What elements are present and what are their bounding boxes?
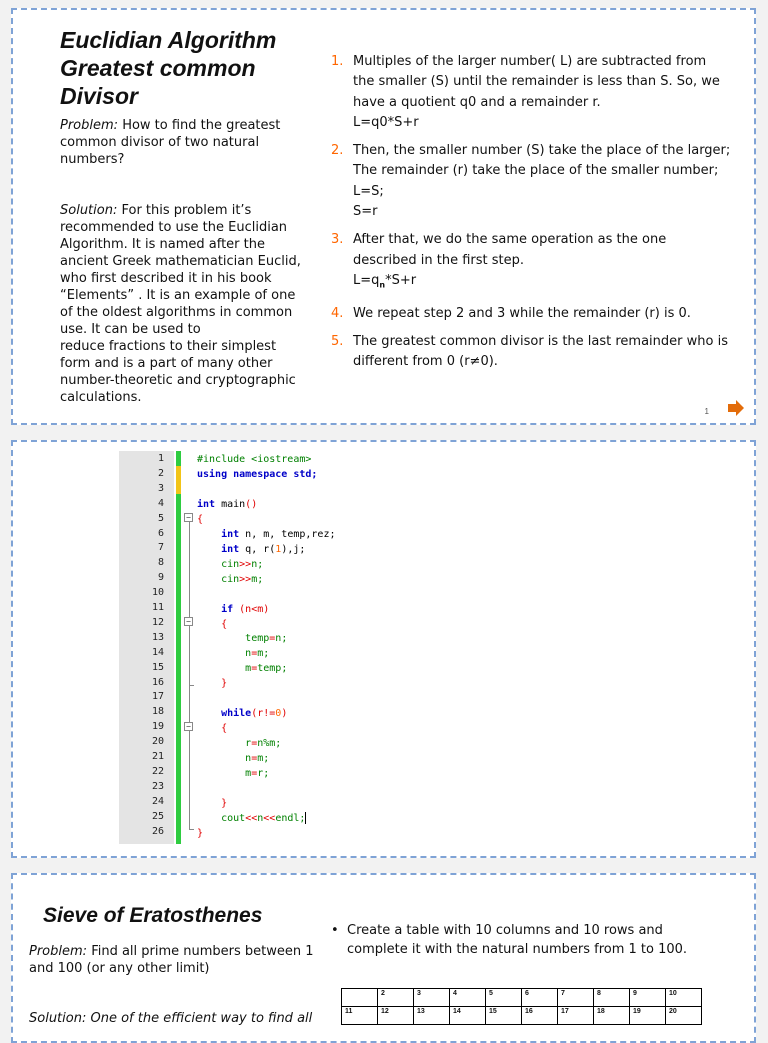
- next-slide-arrow-icon[interactable]: [727, 399, 745, 417]
- step-line: The greatest common divisor is the last remainder who is: [353, 334, 728, 350]
- problem-text: How to find the greatest common divisor of two natural numbers?: [60, 118, 281, 167]
- line-number: 18: [151, 706, 164, 718]
- code-line: [197, 468, 317, 483]
- solution-label: Solution:: [29, 1011, 87, 1026]
- solution-line: number-theoretic and cryptographic: [60, 373, 296, 388]
- code-token: r;: [257, 768, 270, 779]
- code-token: }: [221, 798, 228, 809]
- solution-text: For this problem it’s: [121, 203, 252, 218]
- code-token: n;: [251, 559, 264, 570]
- line-number: 20: [151, 736, 164, 748]
- step-item: [331, 52, 731, 133]
- solution-paragraph: [60, 202, 312, 406]
- code-token: main: [215, 499, 246, 510]
- line-number: 13: [151, 631, 164, 643]
- bullet-item: [331, 921, 711, 959]
- fold-toggle-icon[interactable]: −: [184, 722, 193, 731]
- slide-title: [60, 26, 300, 110]
- slide-code: [11, 440, 756, 858]
- code-token: q, r(: [239, 544, 276, 555]
- code-line: [197, 603, 269, 618]
- line-number: 22: [151, 765, 164, 777]
- code-token: <<: [245, 813, 258, 824]
- code-token: =: [251, 663, 258, 674]
- code-line: [197, 513, 203, 528]
- change-bar: [176, 451, 181, 844]
- line-number-gutter: [119, 451, 174, 844]
- table-cell: [342, 989, 378, 1007]
- table-cell: 13: [414, 1007, 450, 1025]
- fold-toggle-icon[interactable]: −: [184, 617, 193, 626]
- step-item: [331, 141, 731, 222]
- table-cell: 11: [342, 1007, 378, 1025]
- solution-label: Solution:: [60, 203, 118, 218]
- line-number: 4: [157, 497, 164, 509]
- step-line: The remainder (r) take the place of the smaller number;: [353, 163, 719, 179]
- formula-subscript: n: [379, 280, 386, 290]
- step-number: 5.: [331, 334, 344, 350]
- line-number: 6: [157, 527, 164, 539]
- solution-line: use. It can be used to: [60, 322, 201, 337]
- table-cell: 4: [450, 989, 486, 1007]
- line-number: 5: [157, 512, 164, 524]
- code-token: m;: [251, 574, 264, 585]
- code-line: [197, 453, 311, 468]
- problem-paragraph: [29, 943, 324, 977]
- code-token: =: [251, 738, 258, 749]
- step-line: S=r: [353, 204, 378, 220]
- line-number: 24: [151, 795, 164, 807]
- slide-sieve: [11, 873, 756, 1043]
- code-token: temp;: [257, 663, 288, 674]
- code-token: std;: [287, 469, 318, 480]
- page-number: 1: [704, 407, 709, 416]
- code-line: [197, 737, 281, 752]
- line-number: 26: [151, 825, 164, 837]
- code-token: m;: [257, 648, 270, 659]
- step-item: [331, 304, 731, 324]
- line-number: 25: [151, 810, 164, 822]
- bullet-line: complete it with the natural numbers from 1 to 100.: [347, 942, 688, 957]
- code-token: cin: [221, 559, 240, 570]
- text-cursor: [305, 812, 306, 824]
- solution-line: Algorithm. It is named after the: [60, 237, 265, 252]
- code-token: =: [251, 648, 258, 659]
- step-formula: [353, 271, 731, 296]
- code-token: m: [245, 768, 252, 779]
- code-token: r: [245, 738, 252, 749]
- code-line: [197, 543, 305, 558]
- table-cell: 15: [486, 1007, 522, 1025]
- code-token: 0: [275, 708, 282, 719]
- line-number: 10: [151, 587, 164, 599]
- code-token: cout: [221, 813, 246, 824]
- code-token: while: [221, 708, 252, 719]
- code-line: [197, 498, 257, 513]
- line-number: 2: [157, 467, 164, 479]
- code-token: =: [269, 633, 276, 644]
- code-token: int: [221, 529, 240, 540]
- step-item: [331, 332, 731, 373]
- code-token: =: [251, 768, 258, 779]
- step-line: L=q0*S+r: [353, 114, 419, 130]
- code-token: n: [245, 753, 252, 764]
- code-token: 1: [275, 544, 282, 555]
- fold-end-marker: [189, 685, 194, 686]
- title-line: Greatest common: [60, 55, 256, 81]
- code-token: <<: [263, 813, 276, 824]
- fold-end-marker: [189, 829, 194, 830]
- code-token: }: [221, 678, 228, 689]
- line-number: 21: [151, 751, 164, 762]
- step-number: 2.: [331, 143, 344, 159]
- code-token: using namespace: [197, 469, 288, 480]
- code-token: n;: [275, 633, 288, 644]
- code-line: [197, 573, 263, 588]
- step-line: the smaller (S) until the remainder is less than S. So, we: [353, 74, 720, 90]
- table-cell: 19: [630, 1007, 666, 1025]
- step-line: After that, we do the same operation as the one: [353, 232, 667, 248]
- line-number: 17: [151, 691, 164, 703]
- solution-line: reduce fractions to their simplest: [60, 339, 277, 354]
- code-token: {: [221, 619, 228, 630]
- line-number: 15: [151, 661, 164, 673]
- code-token: m: [245, 663, 252, 674]
- table-cell: 17: [558, 1007, 594, 1025]
- code-line: [197, 558, 263, 573]
- title-line: Divisor: [60, 83, 138, 109]
- number-grid: [341, 988, 702, 1025]
- solution-line: “Elements” . It is an example of one: [60, 288, 296, 303]
- line-number: 14: [151, 646, 164, 658]
- code-token: (r!=: [251, 708, 276, 719]
- step-line: have a quotient q0 and a remainder r.: [353, 94, 601, 110]
- code-token: (): [245, 499, 258, 510]
- step-line: described in the first step.: [353, 252, 524, 268]
- table-cell: 12: [378, 1007, 414, 1025]
- step-item: [331, 230, 731, 295]
- code-token: }: [197, 828, 204, 839]
- code-token: #include <iostream>: [197, 454, 312, 465]
- line-number: 9: [157, 572, 164, 584]
- problem-paragraph: [60, 117, 310, 168]
- line-number: 16: [151, 676, 164, 688]
- table-cell: 16: [522, 1007, 558, 1025]
- code-line: [197, 618, 227, 633]
- code-token: {: [221, 723, 228, 734]
- code-token: >>: [239, 559, 252, 570]
- table-cell: 7: [558, 989, 594, 1007]
- step-number: 4.: [331, 305, 344, 321]
- line-number: 8: [157, 557, 164, 569]
- code-line: [197, 812, 306, 827]
- table-cell: 9: [630, 989, 666, 1007]
- bullet-dot-icon: •: [331, 923, 339, 938]
- table-cell: 3: [414, 989, 450, 1007]
- problem-label: Problem:: [29, 944, 88, 959]
- code-line: [197, 662, 287, 677]
- code-line: [197, 677, 227, 692]
- code-token: int: [197, 499, 216, 510]
- solution-text: One of the efficient way to find all: [90, 1011, 313, 1026]
- step-number: 1.: [331, 54, 344, 69]
- code-line: [197, 752, 269, 767]
- code-line: [197, 647, 269, 662]
- line-number: 1: [157, 453, 164, 464]
- code-token: =: [251, 753, 258, 764]
- code-token: {: [197, 514, 204, 525]
- code-token: ): [281, 708, 288, 719]
- line-number: 3: [157, 482, 164, 494]
- table-cell: 14: [450, 1007, 486, 1025]
- fold-guide: [189, 518, 190, 830]
- code-token: ),j;: [281, 544, 306, 555]
- code-line: [197, 528, 335, 543]
- solution-line: of the oldest algorithms in common: [60, 305, 293, 320]
- code-token: n%m;: [257, 738, 282, 749]
- solution-line: form and is a part of many other: [60, 356, 273, 371]
- formula-part: L=q: [353, 272, 380, 288]
- code-line: [197, 707, 287, 722]
- solution-line: recommended to use the Euclidian: [60, 220, 288, 235]
- code-line: [197, 722, 227, 737]
- title-line: Euclidian Algorithm: [60, 27, 277, 53]
- problem-text: Find all prime numbers between 1 and 100 (or any other limit): [29, 944, 314, 976]
- step-line: L=S;: [353, 183, 384, 199]
- problem-label: Problem:: [60, 118, 119, 133]
- code-token: n: [245, 648, 252, 659]
- code-token: m;: [257, 753, 270, 764]
- algorithm-steps: [331, 52, 731, 381]
- table-cell: 2: [378, 989, 414, 1007]
- fold-toggle-icon[interactable]: −: [184, 513, 193, 522]
- step-number: 3.: [331, 232, 344, 248]
- code-token: n: [257, 813, 264, 824]
- solution-line: who first described it in his book: [60, 271, 272, 286]
- line-number: 12: [151, 616, 164, 628]
- slide-euclid: [11, 8, 756, 425]
- table-cell: 10: [666, 989, 702, 1007]
- solution-line: ancient Greek mathematician Euclid,: [60, 254, 301, 269]
- table-cell: 18: [594, 1007, 630, 1025]
- step-line: Multiples of the larger number( L) are subtracted from: [353, 54, 707, 69]
- solution-line: calculations.: [60, 390, 142, 405]
- step-line: different from 0 (r≠0).: [353, 354, 498, 370]
- table-cell: 8: [594, 989, 630, 1007]
- code-line: [197, 827, 203, 842]
- code-token: cin: [221, 574, 240, 585]
- line-number: 11: [151, 602, 164, 613]
- line-number: 23: [151, 780, 164, 792]
- code-token: n, m, temp,rez;: [239, 529, 336, 540]
- table-row: [342, 1007, 702, 1025]
- code-editor[interactable]: [119, 451, 369, 844]
- solution-paragraph: [29, 1010, 324, 1027]
- change-bar-modified: [176, 466, 181, 494]
- code-token: int: [221, 544, 240, 555]
- slide-title: Sieve of Eratosthenes: [43, 904, 263, 927]
- code-token: endl;: [275, 813, 306, 824]
- line-number: 7: [157, 542, 164, 554]
- formula-part: *S+r: [385, 272, 417, 288]
- code-line: [197, 767, 269, 782]
- code-token: if: [221, 604, 234, 615]
- code-line: [197, 797, 227, 812]
- step-line: We repeat step 2 and 3 while the remainder (r) is 0.: [353, 305, 691, 321]
- code-line: [197, 632, 287, 647]
- bullet-line: Create a table with 10 columns and 10 rows and: [347, 923, 663, 938]
- table-cell: 6: [522, 989, 558, 1007]
- table-cell: 20: [666, 1007, 702, 1025]
- code-token: temp: [245, 633, 270, 644]
- table-cell: 5: [486, 989, 522, 1007]
- line-number: 19: [151, 721, 164, 733]
- step-line: Then, the smaller number (S) take the place of the larger;: [353, 143, 731, 159]
- code-token: >>: [239, 574, 252, 585]
- code-token: (n<m): [233, 604, 270, 615]
- solution-line: [60, 202, 312, 219]
- table-row: [342, 989, 702, 1007]
